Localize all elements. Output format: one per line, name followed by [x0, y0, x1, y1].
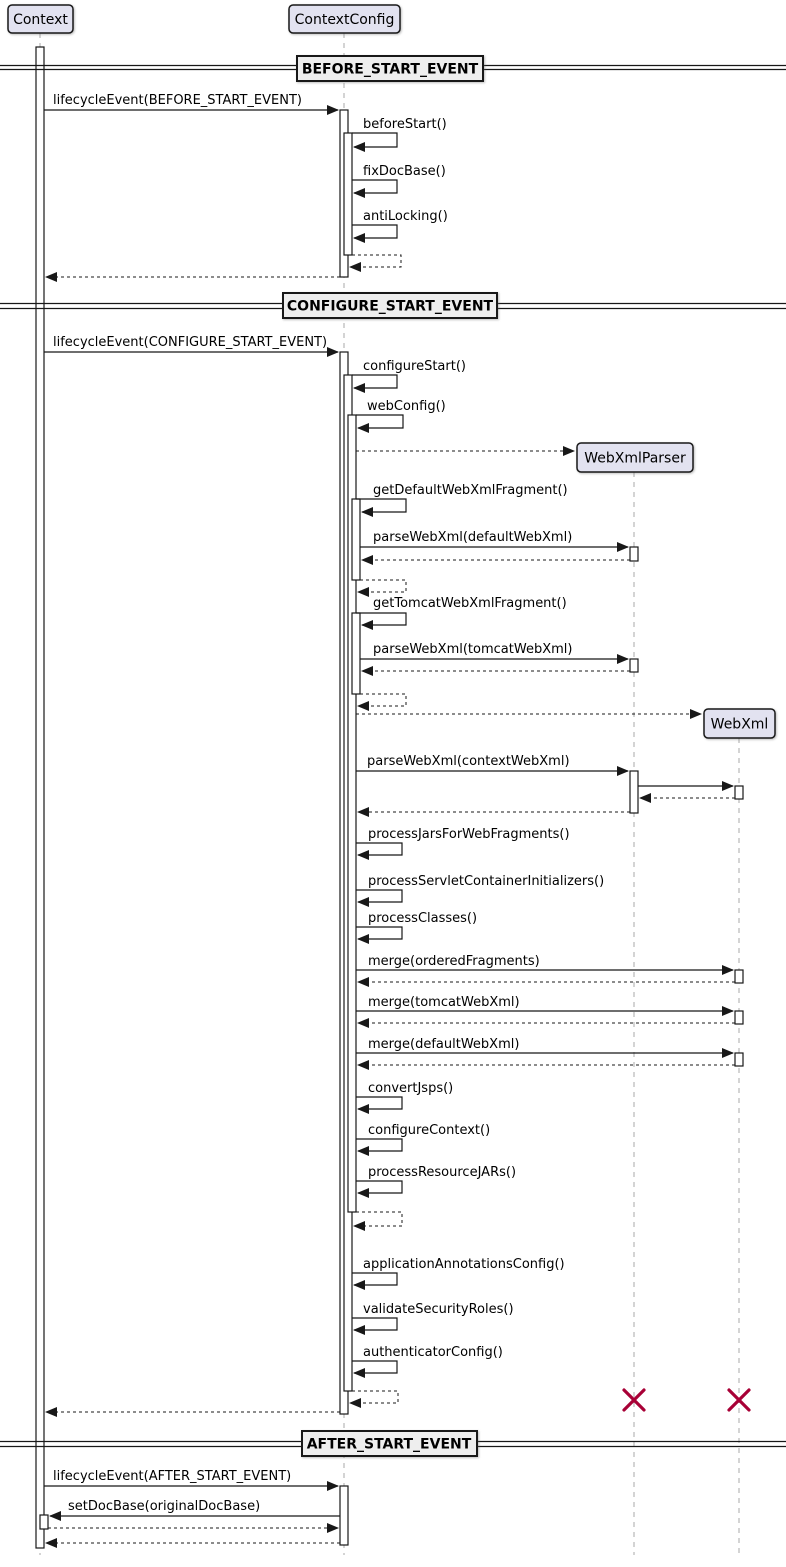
message-label: getTomcatWebXmlFragment() [373, 596, 567, 611]
participant-webxml [704, 709, 775, 738]
divider-after-start-event [0, 1431, 786, 1456]
message-label: fixDocBase() [363, 164, 446, 179]
participant-label: WebXml [710, 716, 769, 733]
divider-before-start-event [0, 56, 786, 81]
message-label: convertJsps() [368, 1081, 454, 1096]
message-label: webConfig() [367, 399, 446, 414]
self-call-application-annotations [352, 1273, 397, 1285]
message-label: merge(defaultWebXml) [368, 1037, 520, 1052]
message-label: lifecycleEvent(CONFIGURE_START_EVENT) [53, 335, 328, 350]
section-after-start [44, 1469, 340, 1543]
self-call-process-initializers [356, 890, 402, 902]
message-label: lifecycleEvent(AFTER_START_EVENT) [53, 1469, 292, 1484]
self-call-get-default-fragment [356, 499, 406, 512]
self-return-webconfig [354, 1212, 402, 1226]
activation-cc-after [340, 1486, 348, 1545]
message-label: getDefaultWebXmlFragment() [373, 483, 568, 498]
activation-parser-parsetomcat [630, 659, 638, 672]
self-call-process-jars [356, 843, 402, 855]
message-label: merge(tomcatWebXml) [368, 995, 520, 1010]
activation-webxml-mergedefault [735, 1053, 743, 1066]
self-return-before [350, 255, 401, 267]
self-call-convert-jsps [356, 1097, 402, 1109]
self-call-get-tomcat-fragment [356, 613, 406, 625]
self-call-configure-start [352, 375, 397, 388]
activation-parser-parsedefault [630, 547, 638, 561]
activation-cc-gettomcatfragment [352, 613, 360, 694]
self-return-configure-start [350, 1391, 398, 1403]
activation-webxml-parsecontext [735, 786, 743, 799]
self-call-configure-context [356, 1139, 402, 1151]
message-label: processClasses() [368, 911, 478, 926]
message-label: configureStart() [363, 359, 466, 374]
message-label: setDocBase(originalDocBase) [68, 1499, 261, 1514]
self-return-get-tomcat [358, 694, 406, 706]
participant-label: WebXmlParser [584, 450, 686, 467]
activation-context-setdocbase [40, 1515, 48, 1529]
self-call-process-classes [356, 927, 402, 939]
participant-context [8, 5, 73, 33]
message-label: antiLocking() [363, 209, 448, 224]
message-label: configureContext() [368, 1123, 491, 1138]
activation-bars [36, 47, 743, 1548]
message-label: authenticatorConfig() [363, 1345, 503, 1360]
activation-webxml-mergetomcat [735, 1011, 743, 1024]
participant-contextconfig [289, 5, 400, 33]
message-label: parseWebXml(defaultWebXml) [373, 530, 573, 545]
message-label: validateSecurityRoles() [363, 1302, 514, 1317]
activation-cc-before-2 [344, 133, 352, 255]
message-label: processJarsForWebFragments() [368, 827, 570, 842]
divider-label: CONFIGURE_START_EVENT [286, 298, 494, 315]
self-call-fix-doc-base [352, 180, 397, 193]
participant-label: ContextConfig [294, 12, 395, 28]
divider-configure-start-event [0, 293, 786, 318]
self-call-before-start [352, 133, 397, 147]
message-label: merge(orderedFragments) [368, 954, 540, 969]
message-label: applicationAnnotationsConfig() [363, 1257, 565, 1272]
message-label: parseWebXml(tomcatWebXml) [373, 642, 573, 657]
self-call-authenticator-config [352, 1361, 397, 1373]
activation-webxml-mergeordered [735, 970, 743, 983]
divider-label: AFTER_START_EVENT [306, 1436, 472, 1453]
message-label: lifecycleEvent(BEFORE_START_EVENT) [53, 93, 302, 108]
participant-label: Context [13, 12, 68, 28]
self-call-anti-locking [352, 225, 397, 238]
participant-webxmlparser [577, 443, 693, 472]
activation-cc-getdefaultfragment [352, 499, 360, 580]
self-call-process-resource-jars [356, 1181, 402, 1193]
section-before-start [44, 93, 448, 277]
self-call-validate-security-roles [352, 1318, 397, 1330]
message-label: beforeStart() [363, 117, 447, 132]
self-return-get-default [358, 580, 406, 592]
section-configure-start [44, 335, 735, 1412]
self-call-web-config [356, 415, 403, 428]
divider-label: BEFORE_START_EVENT [301, 61, 479, 78]
message-label: processServletContainerInitializers() [368, 874, 605, 889]
message-label: processResourceJARs() [368, 1165, 517, 1180]
destroy-marks [624, 1390, 749, 1410]
activation-parser-parsecontext [630, 771, 638, 813]
message-label: parseWebXml(contextWebXml) [367, 754, 570, 769]
activation-context-main [36, 47, 44, 1548]
